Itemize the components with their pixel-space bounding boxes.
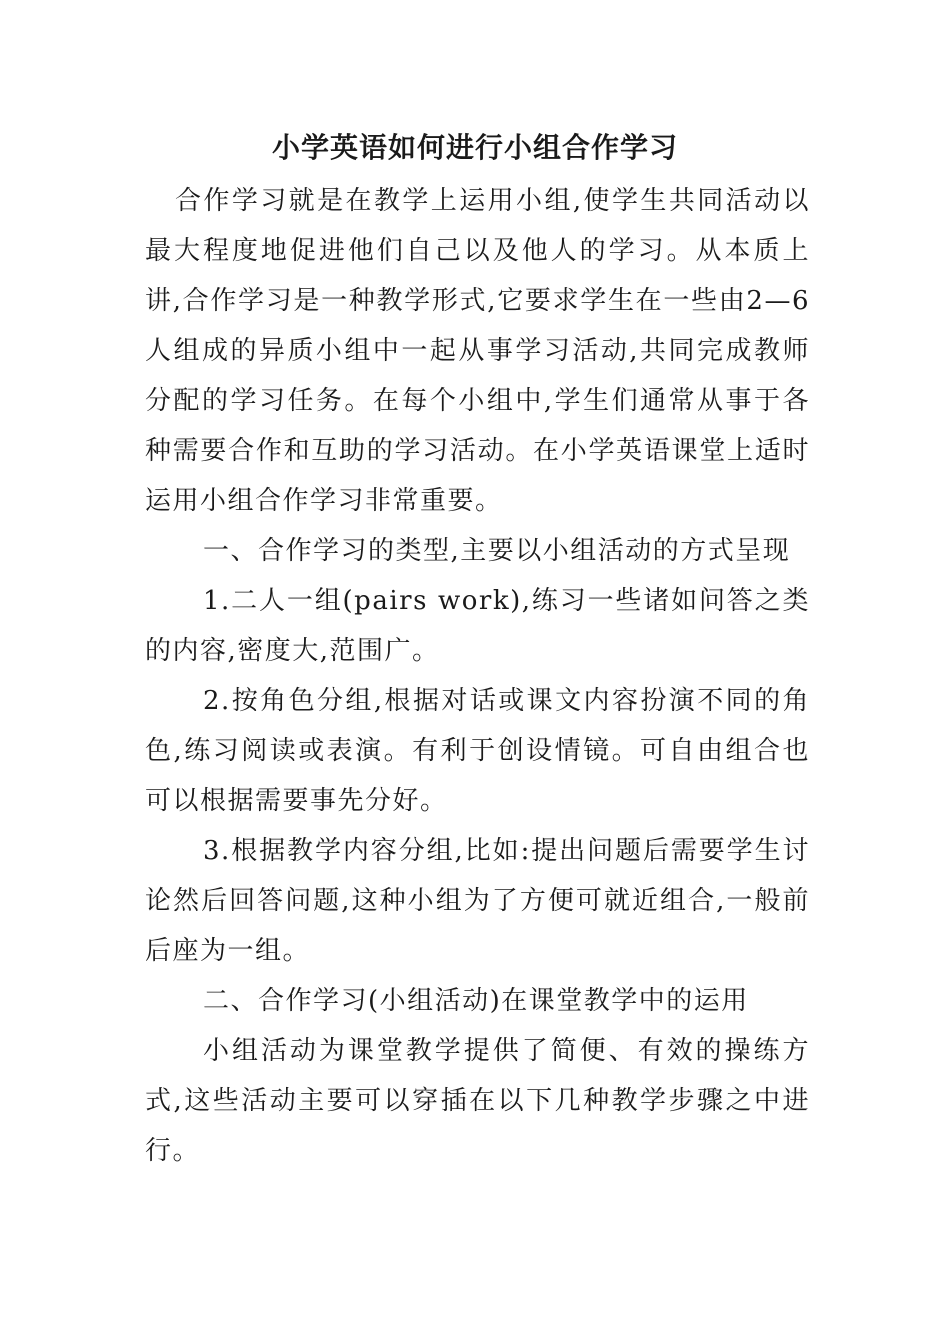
section-heading-types: 一、合作学习的类型,主要以小组活动的方式呈现 [203,536,791,566]
list-item-role-groups: 2.按角色分组,根据对话或课文内容扮演不同的角色,练习阅读或表演。有利于创设情镜。可自由组合也可以根据需要事先分好。 [145,686,810,816]
paragraph-application: 小组活动为课堂教学提供了简便、有效的操练方式,这些活动主要可以穿插在以下几种教学步骤之中进行。 [145,1036,810,1166]
document-body [145,176,810,1176]
list-item-content-groups: 3.根据教学内容分组,比如:提出问题后需要学生讨论然后回答问题,这种小组为了方便可就近组合,一般前后座为一组。 [145,836,810,966]
document-title: 小学英语如何进行小组合作学习 [271,131,678,164]
section-heading-application: 二、合作学习(小组活动)在课堂教学中的运用 [203,986,749,1016]
paragraph-intro: 合作学习就是在教学上运用小组,使学生共同活动以最大程度地促进他们自己以及他人的学习。从本质上讲,合作学习是一种教学形式,它要求学生在一些由2—6人组成的异质小组中一起从事学习活动,共同完成教师分配的学习任务。在每个小组中,学生们通常从事于各种需要合作和互助的学习活动。在小学英语课堂上适时运用小组合作学习非常重要。 [145,186,810,516]
list-item-pairs-work: 1.二人一组(pairs work),练习一些诸如问答之类的内容,密度大,范围广。 [145,586,810,666]
